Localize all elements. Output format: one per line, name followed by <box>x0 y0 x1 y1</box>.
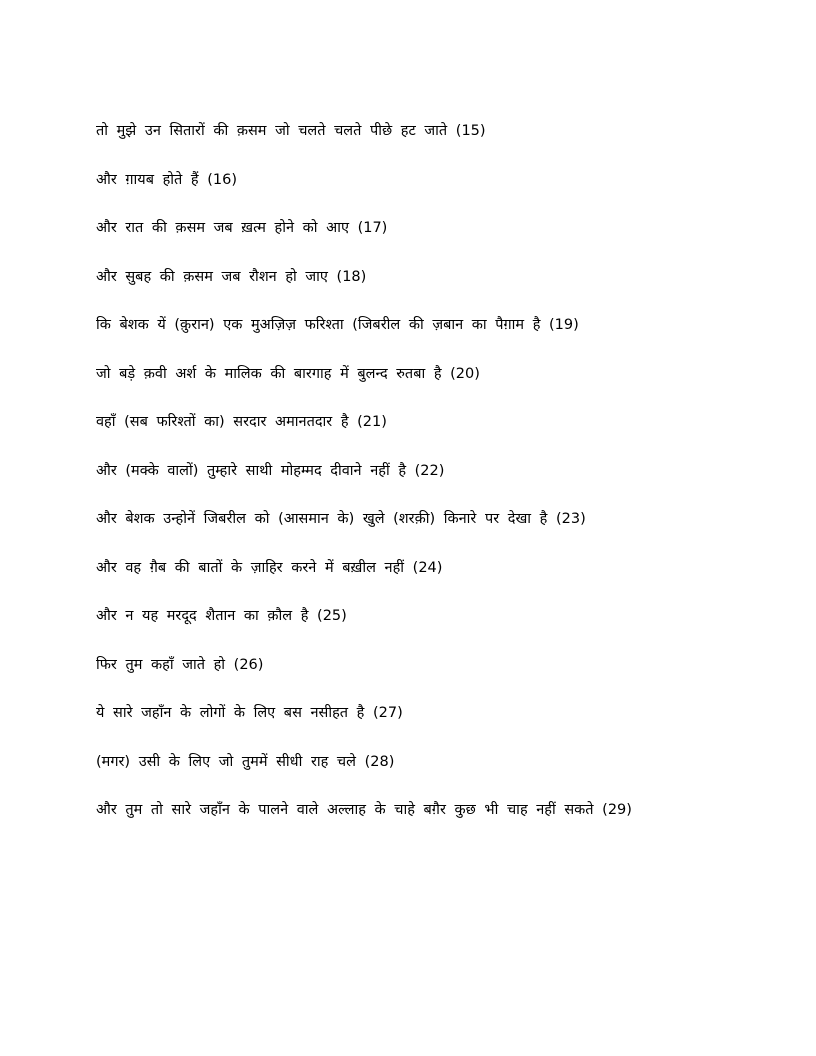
verse-line: और बेशक उन्होनें जिबरील को (आसमान के) खुले (शरक़ी) किनारे पर देखा है (23) <box>96 511 586 527</box>
verse-line: और न यह मरदूद शैतान का क़ौल है (25) <box>96 608 347 624</box>
verse-line: और वह ग़ैब की बातों के ज़ाहिर करने में बख़ील नहीं (24) <box>96 559 443 576</box>
verse-line: तो मुझे उन सितारों की क़सम जो चलते चलते पीछे हट जाते (15) <box>96 123 486 139</box>
verse-line: फिर तुम कहाँ जाते हो (26) <box>96 656 264 673</box>
verse-line: और सुबह की क़सम जब रौशन हो जाए (18) <box>96 268 367 285</box>
verse-list <box>96 118 776 846</box>
verse-line: और रात की क़सम जब ख़त्म होने को आए (17) <box>96 220 388 236</box>
verse-line: और ग़ायब होते हैं (16) <box>96 171 237 188</box>
verse-line: (मगर) उसी के लिए जो तुममें सीधी राह चले (28) <box>96 753 395 770</box>
verse-line: जो बड़े क़वी अर्श के मालिक की बारगाह में बुलन्द रुतबा है (20) <box>96 365 480 382</box>
verse-line: वहाँ (सब फरिश्तों का) सरदार अमानतदार है (21) <box>96 414 387 430</box>
verse-line: ये सारे जहाँन के लोगों के लिए बस नसीहत है (27) <box>96 705 403 721</box>
verse-line: और (मक्के वालों) तुम्हारे साथी मोहम्मद दीवाने नहीं है (22) <box>96 462 445 479</box>
verse-line: कि बेशक यें (क़ुरान) एक मुअज़िज़ फरिश्ता (जिबरील की ज़बान का पैग़ाम है (19) <box>96 317 579 333</box>
verse-line: और तुम तो सारे जहाँन के पालने वाले अल्लाह के चाहे बग़ैर कुछ भी चाह नहीं सकते (29) <box>96 802 632 818</box>
